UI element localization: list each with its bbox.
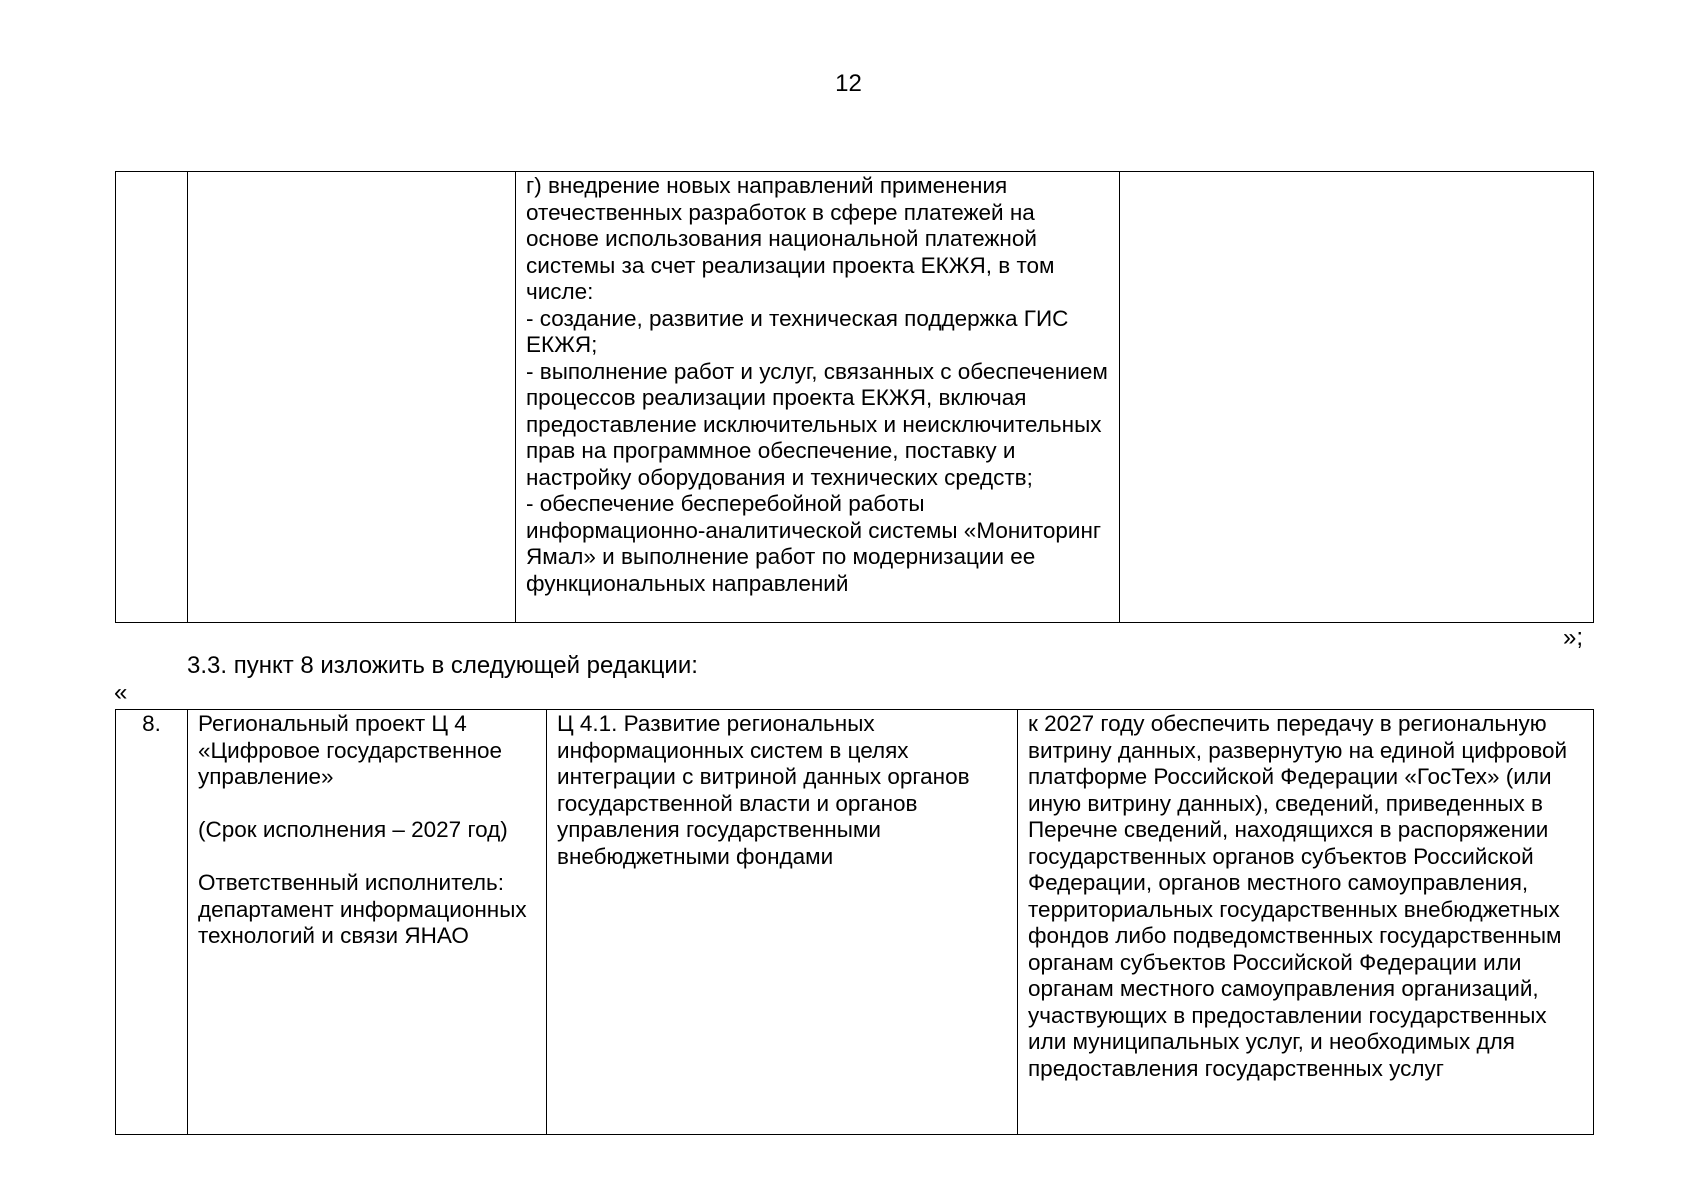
table-cell-project: Региональный проект Ц 4 «Цифровое государственное управление» (Срок исполнения – 2027 год) Ответственный исполнитель: департамент информационных технологий и связи ЯНАО <box>188 710 547 1135</box>
amendment-instruction: 3.3. пункт 8 изложить в следующей редакции: <box>187 652 698 679</box>
table-cell-project <box>188 172 516 623</box>
page-number: 12 <box>835 70 862 97</box>
table-row <box>116 172 1594 623</box>
table-row <box>116 710 1594 1135</box>
table-cell-task: Ц 4.1. Развитие региональных информационных систем в целях интеграции с витриной данных органов государственной власти и органов управления государственными внебюджетными фондами <box>547 710 1018 1135</box>
table-cell-measures: г) внедрение новых направлений применения отечественных разработок в сфере платежей на основе использования национальной платежной системы за счет реализации проекта ЕКЖЯ, в том числе: - создание, развитие и техническая поддержка ГИС ЕКЖЯ; - выполнение работ и услуг, связанных с обеспечением процессов реализации проекта ЕКЖЯ, включая предоставление исключительных и неисключительных прав на программное обеспечение, поставку и настройку оборудования и технических средств; - обеспечение бесперебойной работы информационно-аналитической системы «Мониторинг Ямал» и выполнение работ по модернизации ее функциональных направлений <box>516 172 1120 623</box>
table-cell-result <box>1120 172 1594 623</box>
table-cell-number: 8. <box>116 710 188 1135</box>
opening-quote: « <box>114 679 128 706</box>
table-cell-result: к 2027 году обеспечить передачу в региональную витрину данных, развернутую на единой цифровой платформе Российской Федерации «ГосТех» (или иную витрину данных), сведений, приведенных в Перечне сведений, находящихся в распоряжении государственных органов субъектов Российской Федерации, органов местного самоуправления, территориальных государственных внебюджетных фондов либо подведомственных государственным органам субъектов Российской Федерации или органам местного самоуправления организаций, участвующих в предоставлении государственных или муниципальных услуг, и необходимых для предоставления государственных услуг <box>1018 710 1594 1135</box>
closing-quote: »; <box>1563 624 1584 651</box>
measures-table-continuation <box>115 171 1594 623</box>
table-cell-number <box>116 172 188 623</box>
item-8-table <box>115 709 1594 1135</box>
